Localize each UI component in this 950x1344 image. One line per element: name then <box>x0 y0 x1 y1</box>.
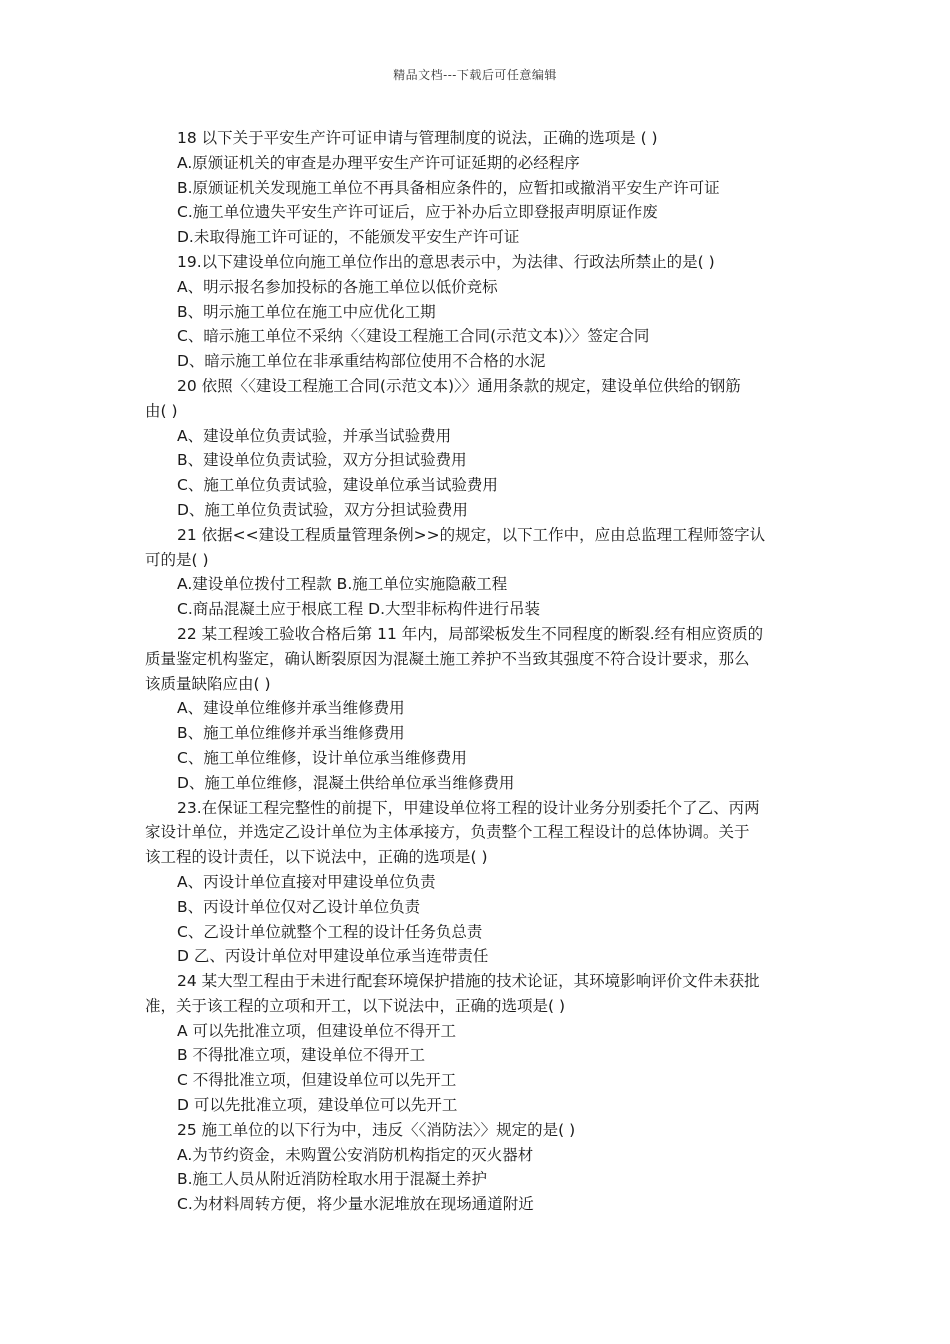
text-line: D、暗示施工单位在非承重结构部位使用不合格的水泥 <box>177 352 546 371</box>
text-line: 22 某工程竣工验收合格后第 11 年内，局部梁板发生不同程度的断裂.经有相应资质的 <box>177 624 764 643</box>
text-line: 家设计单位，并选定乙设计单位为主体承接方，负责整个工程工程设计的总体协调。关于 <box>145 823 750 842</box>
text-line: B 不得批准立项，建设单位不得开工 <box>177 1046 426 1065</box>
text-line: 19.以下建设单位向施工单位作出的意思表示中，为法律、行政法所禁止的是( ) <box>177 252 715 271</box>
text-line: C.商品混凝土应于根底工程 D.大型非标构件进行吊装 <box>177 600 541 619</box>
text-line: C.施工单位遗失平安生产许可证后，应于补办后立即登报声明原证作废 <box>177 203 658 222</box>
text-line: B、丙设计单位仅对乙设计单位负责 <box>177 897 421 916</box>
document-body <box>145 126 805 1217</box>
page-header: 精品文档---下载后可任意编辑 <box>393 68 557 82</box>
text-line: 该质量缺陷应由( ) <box>145 674 271 693</box>
text-line: C、施工单位维修，设计单位承当维修费用 <box>177 748 467 767</box>
text-line: A、明示报名参加投标的各施工单位以低价竞标 <box>177 277 498 296</box>
text-line: A、建设单位维修并承当维修费用 <box>177 699 405 718</box>
text-line: A.为节约资金，未购置公安消防机构指定的灭火器材 <box>177 1145 534 1164</box>
text-line: C、施工单位负责试验，建设单位承当试验费用 <box>177 476 498 495</box>
text-line: D、施工单位维修，混凝土供给单位承当维修费用 <box>177 773 515 792</box>
text-line: D、施工单位负责试验，双方分担试验费用 <box>177 500 468 519</box>
text-line: 准，关于该工程的立项和开工，以下说法中，正确的选项是( ) <box>145 996 566 1015</box>
text-line: B.施工人员从附近消防栓取水用于混凝土养护 <box>177 1170 488 1189</box>
text-line: A、丙设计单位直接对甲建设单位负责 <box>177 872 436 891</box>
text-line: 23.在保证工程完整性的前提下，甲建设单位将工程的设计业务分别委托个了乙、丙两 <box>177 798 760 817</box>
text-line: A、建设单位负责试验，并承当试验费用 <box>177 426 452 445</box>
text-line: 25 施工单位的以下行为中，违反〈〈消防法〉〉规定的是( ) <box>177 1120 576 1139</box>
text-line: 质量鉴定机构鉴定，确认断裂原因为混凝土施工养护不当致其强度不符合设计要求，那么 <box>145 649 750 668</box>
text-line: B、明示施工单位在施工中应优化工期 <box>177 302 436 321</box>
text-line: A.建设单位拨付工程款 B.施工单位实施隐蔽工程 <box>177 575 508 594</box>
text-line: 24 某大型工程由于未进行配套环境保护措施的技术论证，其环境影响评价文件未获批 <box>177 972 760 991</box>
text-line: D.未取得施工许可证的，不能颁发平安生产许可证 <box>177 228 520 247</box>
text-line: B.原颁证机关发现施工单位不再具备相应条件的，应暂扣或撤消平安生产许可证 <box>177 178 720 197</box>
text-line: C 不得批准立项，但建设单位可以先开工 <box>177 1071 457 1090</box>
text-line: B、建设单位负责试验，双方分担试验费用 <box>177 451 467 470</box>
text-line: C、乙设计单位就整个工程的设计任务负总责 <box>177 922 483 941</box>
text-line: 该工程的设计责任，以下说法中，正确的选项是( ) <box>145 848 488 867</box>
text-line: 18 以下关于平安生产许可证申请与管理制度的说法，正确的选项是 ( ) <box>177 129 658 147</box>
text-line: D 可以先批准立项，建设单位可以先开工 <box>177 1096 458 1115</box>
text-line: A.原颁证机关的审查是办理平安生产许可证延期的必经程序 <box>177 153 580 172</box>
text-line: 由( ) <box>145 401 178 420</box>
text-line: C、暗示施工单位不采纳〈〈建设工程施工合同(示范文本)〉〉签定合同 <box>177 327 650 346</box>
text-line: 20 依照〈〈建设工程施工合同(示范文本)〉〉通用条款的规定，建设单位供给的钢筋 <box>177 376 741 395</box>
text-line: B、施工单位维修并承当维修费用 <box>177 724 405 743</box>
text-line: 可的是( ) <box>145 550 209 569</box>
text-line: D 乙、丙设计单位对甲建设单位承当连带责任 <box>177 947 489 966</box>
text-line: C.为材料周转方便，将少量水泥堆放在现场通道附近 <box>177 1195 534 1214</box>
text-line: A 可以先批准立项，但建设单位不得开工 <box>177 1021 457 1040</box>
text-line: 21 依据<<建设工程质量管理条例>>的规定，以下工作中，应由总监理工程师签字认 <box>177 525 766 544</box>
